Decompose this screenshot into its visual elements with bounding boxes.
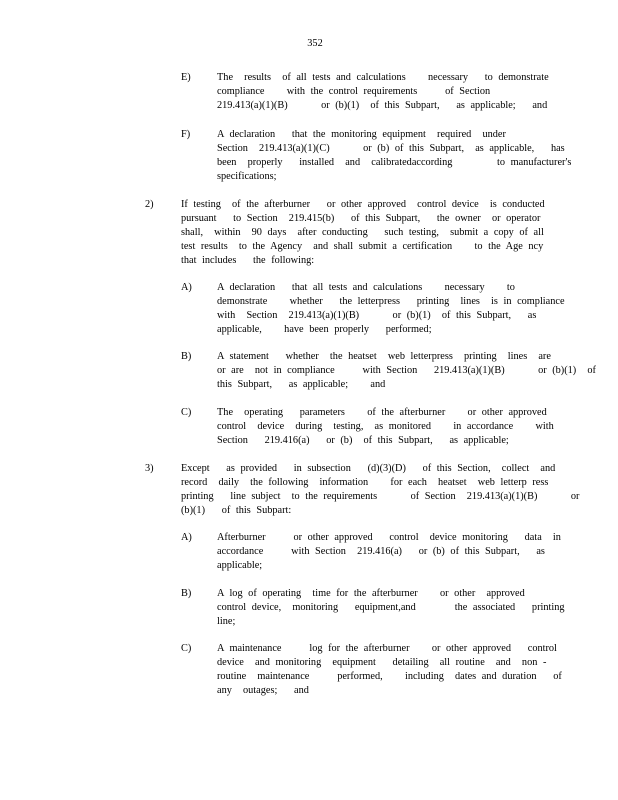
text-line: or are not in compliance with Section 219.413(a)(1)(B) or (b)(1) of bbox=[217, 365, 596, 376]
item-label: E) bbox=[181, 72, 191, 83]
item-text bbox=[181, 198, 545, 268]
text-line: control device during testing, as monitored in accordance with bbox=[217, 421, 554, 432]
item-text bbox=[217, 531, 561, 573]
text-line: 219.413(a)(1)(B) or (b)(1) of this Subpart, as applicable; and bbox=[217, 100, 548, 111]
text-line: routine maintenance performed, including dates and duration of bbox=[217, 671, 562, 682]
item-label: B) bbox=[181, 351, 192, 362]
item-text bbox=[181, 462, 579, 518]
item-label: A) bbox=[181, 282, 192, 293]
item-label: A) bbox=[181, 532, 192, 543]
text-line: been properly installed and calibratedaccording to manufacturer's bbox=[217, 157, 572, 168]
item-text bbox=[217, 406, 554, 448]
text-line: Except as provided in subsection (d)(3)(D) of this Section, collect and bbox=[181, 463, 556, 474]
text-line: A declaration that all tests and calculations necessary to bbox=[217, 282, 515, 293]
text-line: any outages; and bbox=[217, 685, 309, 696]
text-line: shall, within 90 days after conducting such testing, submit a copy of all bbox=[181, 227, 544, 238]
text-line: demonstrate whether the letterpress printing lines is in compliance bbox=[217, 296, 565, 307]
text-line: with Section 219.413(a)(1)(B) or (b)(1) of this Subpart, as bbox=[217, 310, 537, 321]
text-line: A statement whether the heatset web letterpress printing lines are bbox=[217, 351, 551, 362]
text-line: The results of all tests and calculations necessary to demonstrate bbox=[217, 72, 549, 83]
text-line: device and monitoring equipment detailing all routine and non - bbox=[217, 657, 547, 668]
item-text bbox=[217, 71, 549, 113]
text-line: Afterburner or other approved control device monitoring data in bbox=[217, 532, 561, 543]
item-text bbox=[217, 281, 565, 337]
text-line: that includes the following: bbox=[181, 255, 315, 266]
item-label: 3) bbox=[145, 463, 154, 474]
text-line: The operating parameters of the afterburner or other approved bbox=[217, 407, 547, 418]
item-label: F) bbox=[181, 129, 191, 140]
text-line: A declaration that the monitoring equipment required under bbox=[217, 129, 506, 140]
item-label: B) bbox=[181, 588, 192, 599]
item-text bbox=[217, 642, 562, 698]
text-line: this Subpart, as applicable; and bbox=[217, 379, 386, 390]
text-line: applicable; bbox=[217, 560, 263, 571]
text-line: Section 219.416(a) or (b) of this Subpart, as applicable; bbox=[217, 435, 509, 446]
item-text bbox=[217, 587, 565, 629]
text-line: A maintenance log for the afterburner or other approved control bbox=[217, 643, 557, 654]
text-line: specifications; bbox=[217, 171, 277, 182]
page-number: 352 bbox=[307, 38, 323, 49]
text-line: record daily the following information for each heatset web letterp ress bbox=[181, 477, 549, 488]
item-text bbox=[217, 128, 571, 184]
text-line: (b)(1) of this Subpart: bbox=[181, 505, 292, 516]
text-line: A log of operating time for the afterburner or other approved bbox=[217, 588, 525, 599]
text-line: line; bbox=[217, 616, 236, 627]
text-line: printing line subject to the requirements of Section 219.413(a)(1)(B) or bbox=[181, 491, 580, 502]
text-line: applicable, have been properly performed; bbox=[217, 324, 432, 335]
item-text bbox=[217, 350, 596, 392]
text-line: If testing of the afterburner or other approved control device is conducted bbox=[181, 199, 545, 210]
item-label: C) bbox=[181, 407, 192, 418]
text-line: control device, monitoring equipment,and the associated printing bbox=[217, 602, 565, 613]
text-line: Section 219.413(a)(1)(C) or (b) of this Subpart, as applicable, has bbox=[217, 143, 565, 154]
text-line: compliance with the control requirements of Section bbox=[217, 86, 491, 97]
text-line: test results to the Agency and shall submit a certification to the Age ncy bbox=[181, 241, 544, 252]
text-line: pursuant to Section 219.415(b) of this Subpart, the owner or operator bbox=[181, 213, 541, 224]
item-label: 2) bbox=[145, 199, 154, 210]
text-line: accordance with Section 219.416(a) or (b) of this Subpart, as bbox=[217, 546, 545, 557]
item-label: C) bbox=[181, 643, 192, 654]
